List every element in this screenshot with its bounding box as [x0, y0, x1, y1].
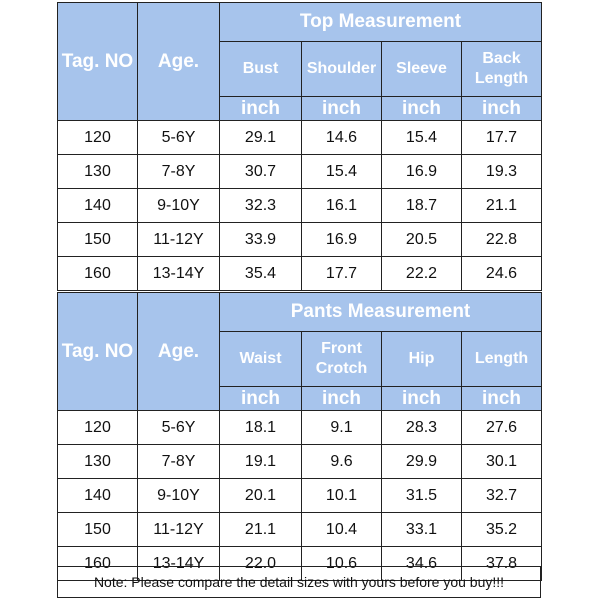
tag-header: Tag. NO [58, 3, 138, 121]
measurement-cell: 16.1 [302, 189, 382, 223]
column-header: Back Length [462, 42, 542, 97]
column-header: Waist [220, 332, 302, 387]
age-cell: 13-14Y [138, 547, 220, 581]
measurement-cell: 35.2 [462, 513, 542, 547]
table-row [58, 257, 542, 291]
age-cell: 11-12Y [138, 223, 220, 257]
measurement-cell: 29.1 [220, 121, 302, 155]
measurement-cell: 16.9 [382, 155, 462, 189]
tag-cell: 160 [58, 547, 138, 581]
measurement-cell: 10.4 [302, 513, 382, 547]
unit-label: inch [382, 387, 462, 411]
header-row [58, 3, 542, 42]
unit-label: inch [302, 387, 382, 411]
column-header: Hip [382, 332, 462, 387]
age-header: Age. [138, 3, 220, 121]
measurement-cell: 30.1 [462, 445, 542, 479]
measurement-cell: 32.7 [462, 479, 542, 513]
column-header: Front Crotch [302, 332, 382, 387]
measurement-cell: 19.1 [220, 445, 302, 479]
measurement-cell: 21.1 [462, 189, 542, 223]
table-row [58, 513, 542, 547]
section-title: Pants Measurement [220, 293, 542, 332]
age-cell: 7-8Y [138, 445, 220, 479]
tag-cell: 130 [58, 445, 138, 479]
measurement-cell: 28.3 [382, 411, 462, 445]
tag-cell: 140 [58, 479, 138, 513]
measurement-cell: 27.6 [462, 411, 542, 445]
pants-measurement-table [57, 292, 542, 581]
column-header: Length [462, 332, 542, 387]
measurement-cell: 22.2 [382, 257, 462, 291]
top-measurement-table [57, 2, 542, 291]
age-cell: 9-10Y [138, 479, 220, 513]
table-row [58, 479, 542, 513]
unit-label: inch [462, 97, 542, 121]
age-cell: 7-8Y [138, 155, 220, 189]
measurement-cell: 20.5 [382, 223, 462, 257]
measurement-cell: 34.6 [382, 547, 462, 581]
column-header: Sleeve [382, 42, 462, 97]
measurement-cell: 10.1 [302, 479, 382, 513]
tag-cell: 150 [58, 223, 138, 257]
unit-label: inch [220, 97, 302, 121]
measurement-cell: 24.6 [462, 257, 542, 291]
age-cell: 9-10Y [138, 189, 220, 223]
measurement-cell: 18.1 [220, 411, 302, 445]
tag-cell: 120 [58, 411, 138, 445]
measurement-cell: 20.1 [220, 479, 302, 513]
measurement-cell: 35.4 [220, 257, 302, 291]
age-cell: 13-14Y [138, 257, 220, 291]
tag-cell: 140 [58, 189, 138, 223]
measurement-cell: 21.1 [220, 513, 302, 547]
measurement-cell: 19.3 [462, 155, 542, 189]
unit-label: inch [220, 387, 302, 411]
table-row [58, 223, 542, 257]
measurement-cell: 22.0 [220, 547, 302, 581]
header-row [58, 293, 542, 332]
column-header: Shoulder [302, 42, 382, 97]
measurement-cell: 10.6 [302, 547, 382, 581]
measurement-cell: 17.7 [462, 121, 542, 155]
measurement-cell: 32.3 [220, 189, 302, 223]
age-cell: 11-12Y [138, 513, 220, 547]
tag-cell: 120 [58, 121, 138, 155]
measurement-cell: 9.6 [302, 445, 382, 479]
measurement-cell: 17.7 [302, 257, 382, 291]
table-row [58, 121, 542, 155]
unit-label: inch [302, 97, 382, 121]
age-cell: 5-6Y [138, 411, 220, 445]
measurement-cell: 14.6 [302, 121, 382, 155]
age-cell: 5-6Y [138, 121, 220, 155]
unit-label: inch [382, 97, 462, 121]
measurement-cell: 31.5 [382, 479, 462, 513]
column-header: Bust [220, 42, 302, 97]
tag-cell: 130 [58, 155, 138, 189]
measurement-cell: 37.8 [462, 547, 542, 581]
measurement-cell: 18.7 [382, 189, 462, 223]
measurement-cell: 22.8 [462, 223, 542, 257]
table-row [58, 445, 542, 479]
measurement-cell: 33.9 [220, 223, 302, 257]
size-note: Note: Please compare the detail sizes with yours before you buy!!! [57, 566, 541, 598]
section-title: Top Measurement [220, 3, 542, 42]
table-row [58, 411, 542, 445]
table-row [58, 155, 542, 189]
age-header: Age. [138, 293, 220, 411]
tag-cell: 150 [58, 513, 138, 547]
table-row [58, 189, 542, 223]
tag-cell: 160 [58, 257, 138, 291]
measurement-cell: 15.4 [302, 155, 382, 189]
measurement-cell: 15.4 [382, 121, 462, 155]
measurement-cell: 9.1 [302, 411, 382, 445]
measurement-cell: 29.9 [382, 445, 462, 479]
unit-label: inch [462, 387, 542, 411]
measurement-cell: 30.7 [220, 155, 302, 189]
measurement-cell: 33.1 [382, 513, 462, 547]
measurement-cell: 16.9 [302, 223, 382, 257]
tag-header: Tag. NO [58, 293, 138, 411]
